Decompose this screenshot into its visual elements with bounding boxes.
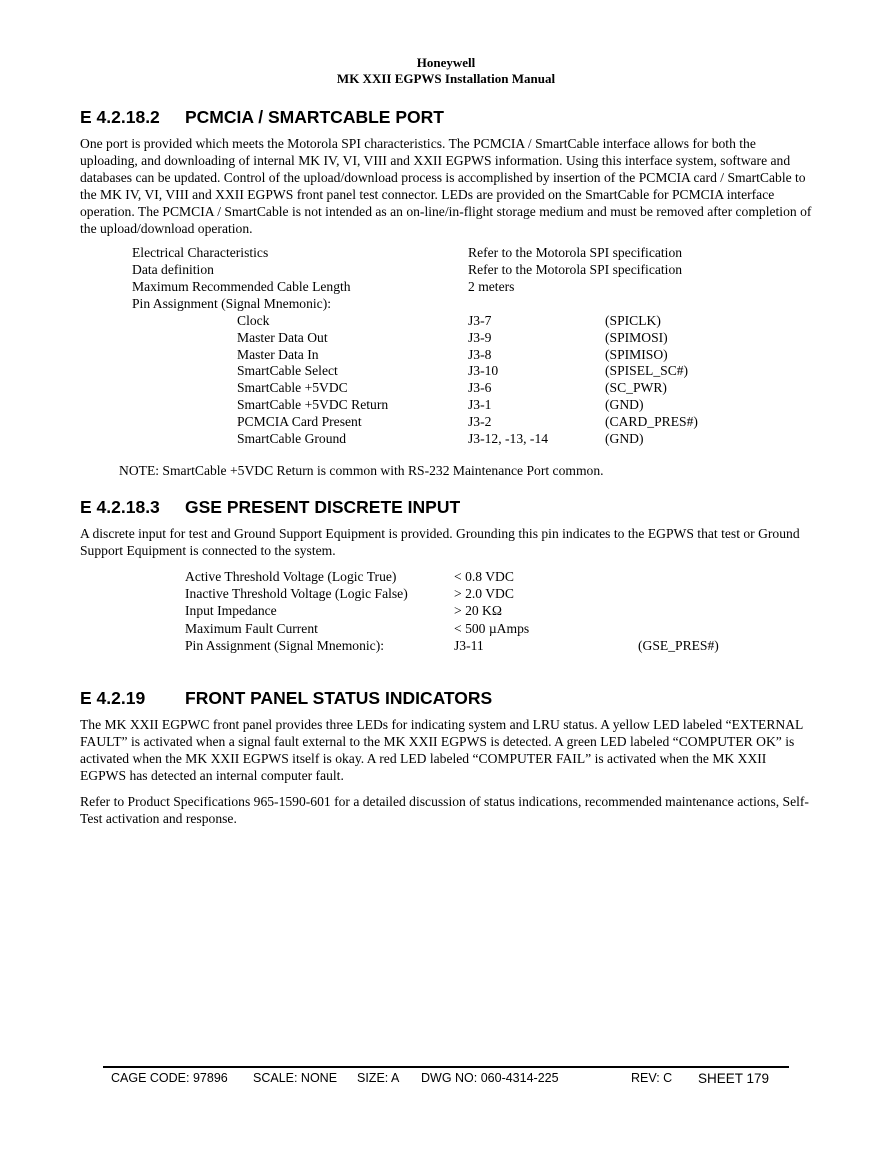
pin-signal-name: PCMCIA Card Present (237, 414, 362, 429)
footer-scale: SCALE: NONE (253, 1071, 338, 1085)
pin-number: J3-10 (468, 363, 499, 378)
footer-size: SIZE: A (357, 1071, 400, 1085)
section-number: E 4.2.18.3 (80, 497, 160, 517)
pin-number: J3-8 (468, 347, 492, 362)
footer-sheet-number: SHEET 179 (698, 1071, 770, 1086)
spec-value: J3-11 (454, 638, 484, 653)
pin-mnemonic: (SPIMOSI) (605, 330, 668, 345)
pin-signal-name: SmartCable +5VDC (237, 380, 348, 395)
footer-drawing-number: DWG NO: 060-4314-225 (421, 1071, 559, 1085)
pin-mnemonic: (SC_PWR) (605, 380, 667, 395)
pin-mnemonic: (CARD_PRES#) (605, 414, 698, 429)
pin-number: J3-1 (468, 397, 492, 412)
pin-number: J3-6 (468, 380, 492, 395)
footer-revision: REV: C (631, 1071, 673, 1085)
spec-value: < 0.8 VDC (454, 569, 514, 584)
section-paragraph: Refer to Product Specifications 965-1590-601 for a detailed discussion of status indications, recommended maintenance actions, Self-Test activation and response. (80, 794, 809, 826)
spec-label: Pin Assignment (Signal Mnemonic): (185, 638, 384, 653)
pin-mnemonic: (GND) (605, 397, 644, 412)
pin-number: J3-7 (468, 313, 492, 328)
spec-mnemonic: (GSE_PRES#) (638, 638, 719, 653)
section-number: E 4.2.19 (80, 688, 146, 708)
section-paragraph: A discrete input for test and Ground Support Equipment is provided. Grounding this pin indicates to the EGPWS that test or Ground Support Equipment is connected to the system. (80, 526, 800, 558)
footer-cage-code: CAGE CODE: 97896 (111, 1071, 228, 1085)
pin-signal-name: SmartCable Select (237, 363, 338, 378)
spec-label: Electrical Characteristics (132, 245, 269, 260)
spec-label: Data definition (132, 262, 214, 277)
pin-mnemonic: (SPISEL_SC#) (605, 363, 689, 378)
spec-value: < 500 µAmps (454, 621, 530, 636)
note-text: NOTE: SmartCable +5VDC Return is common with RS-232 Maintenance Port common. (119, 463, 604, 478)
pin-mnemonic: (GND) (605, 431, 644, 446)
pin-signal-name: Clock (237, 313, 270, 328)
pin-signal-name: SmartCable +5VDC Return (237, 397, 389, 412)
spec-value: 2 meters (468, 279, 515, 294)
pin-signal-name: Master Data In (237, 347, 319, 362)
pin-number: J3-2 (468, 414, 492, 429)
pin-signal-name: Master Data Out (237, 330, 328, 345)
spec-value: Refer to the Motorola SPI specification (468, 262, 683, 277)
spec-label: Pin Assignment (Signal Mnemonic): (132, 296, 331, 311)
section-title: GSE PRESENT DISCRETE INPUT (185, 497, 461, 517)
section-number: E 4.2.18.2 (80, 107, 160, 127)
pin-mnemonic: (SPICLK) (605, 313, 661, 328)
spec-value: > 20 KΩ (454, 603, 502, 618)
section-paragraph: The MK XXII EGPWC front panel provides three LEDs for indicating system and LRU status. A yellow LED labeled “EXTERNAL FAULT” is activated when a signal fault external to the MK XXII EGPWS is detected. A green LED labeled “COMPUTER OK” is activated when the MK XXII EGPWS itself is okay. A red LED labeled “COMPUTER FAIL” is activated when the MK XXII EGPWS has detected an internal computer fault. (80, 717, 803, 783)
section-heading-gse (80, 497, 460, 517)
section-paragraph: One port is provided which meets the Motorola SPI characteristics. The PCMCIA / SmartCable interface allows for both the uploading, and downloading of internal MK IV, VI, VIII and XXII EGPWS information. Using this interface system, software and databases can be updated. Control of the upload/download process is accomplished by insertion of the PCMCIA card / SmartCable to the MK IV, VI, VIII and XXII EGPWS front panel test connector. LEDs are provided on the SmartCable for PCMCIA interface operation. The PCMCIA / SmartCable is not intended as an on-line/in-flight storage medium and must be removed after completion of the upload/download operation. (80, 136, 812, 236)
spec-label: Maximum Fault Current (185, 621, 318, 636)
footer-rule (103, 1066, 789, 1068)
pin-signal-name: SmartCable Ground (237, 431, 347, 446)
spec-label: Active Threshold Voltage (Logic True) (185, 569, 397, 584)
spec-label: Maximum Recommended Cable Length (132, 279, 351, 294)
pin-mnemonic: (SPIMISO) (605, 347, 668, 362)
spec-value: > 2.0 VDC (454, 586, 514, 601)
section-title: FRONT PANEL STATUS INDICATORS (185, 688, 493, 708)
section-heading-pcmcia (80, 107, 444, 127)
pin-number: J3-12, -13, -14 (468, 431, 549, 446)
pin-number: J3-9 (468, 330, 492, 345)
header-company: Honeywell (416, 55, 476, 70)
section-heading-status-indicators (80, 688, 492, 708)
section-title: PCMCIA / SMARTCABLE PORT (185, 107, 444, 127)
spec-label: Inactive Threshold Voltage (Logic False) (185, 586, 408, 601)
spec-label: Input Impedance (185, 603, 277, 618)
header-manual-title: MK XXII EGPWS Installation Manual (336, 71, 556, 86)
spec-value: Refer to the Motorola SPI specification (468, 245, 683, 260)
